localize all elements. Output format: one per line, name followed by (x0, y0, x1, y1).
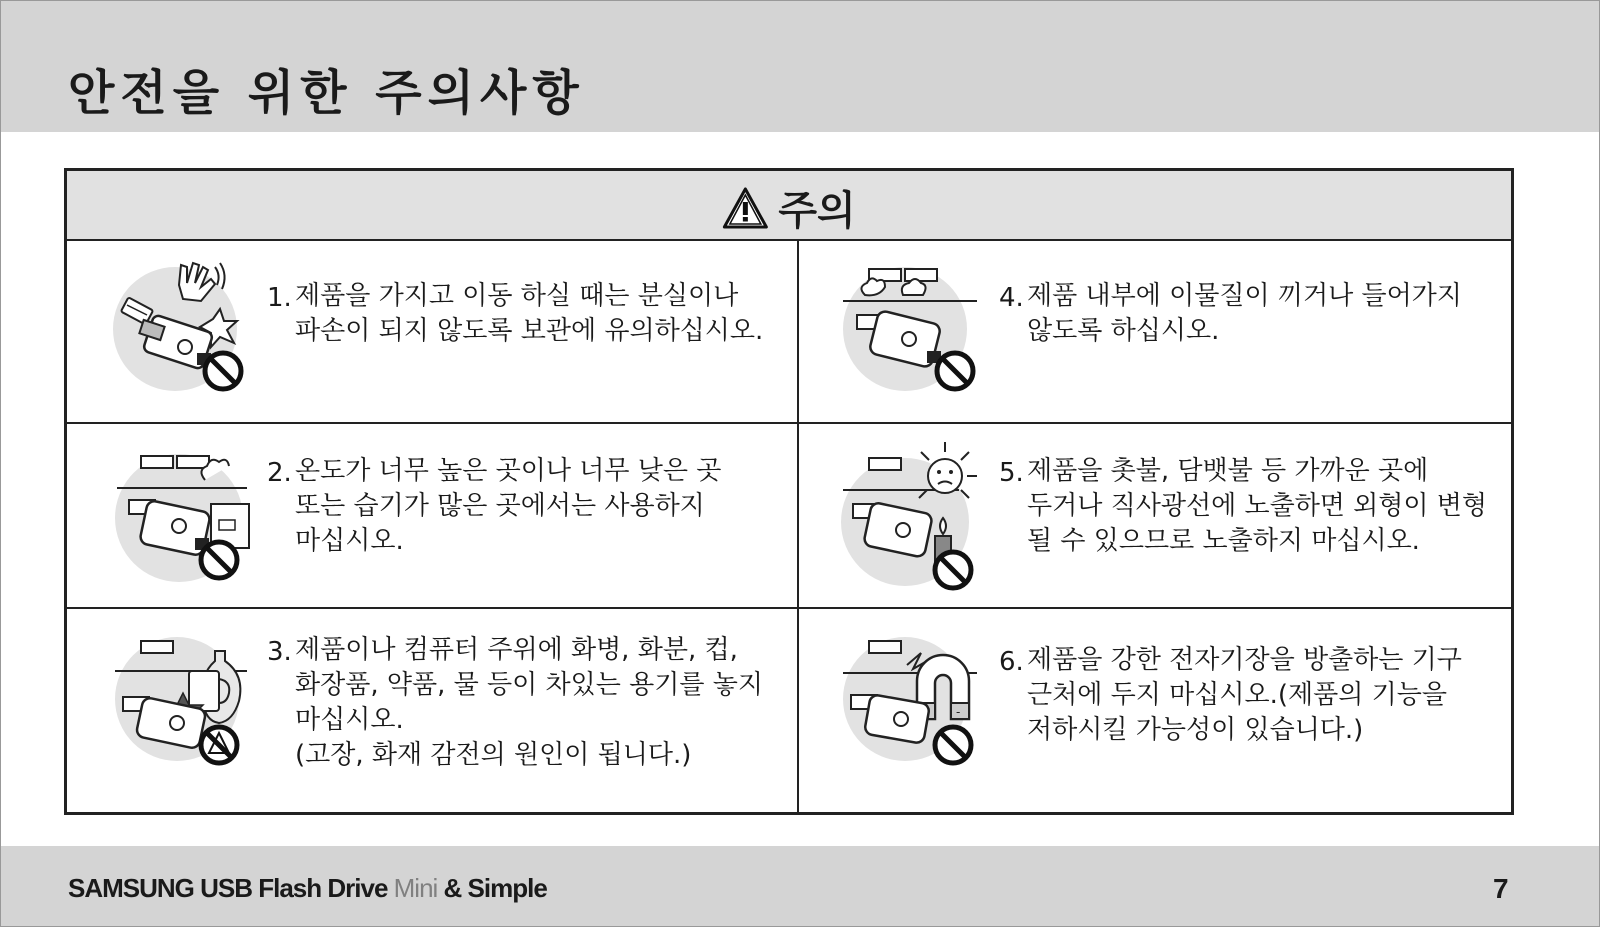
warning-triangle-icon (722, 186, 768, 230)
item-line: 마십시오. (295, 705, 404, 735)
item-number: 5. (999, 458, 1024, 488)
humidity-prohibited-icon (107, 440, 257, 590)
caution-item-4 (799, 243, 1511, 422)
brand-prefix: SAMSUNG USB Flash Drive (68, 873, 394, 903)
item-line: (고장, 화재 감전의 원인이 됩니다.) (295, 740, 692, 770)
page-title: 안전을 위한 주의사항 (68, 65, 585, 121)
item-number: 4. (999, 283, 1024, 313)
item-text (295, 279, 763, 349)
item-line: 제품이나 컴퓨터 주위에 화병, 화분, 컵, (295, 635, 738, 665)
caution-item-5 (799, 424, 1511, 607)
page-number: 7 (1493, 873, 1509, 904)
liquid-prohibited-icon (107, 631, 257, 781)
drop-prohibited-icon (107, 257, 257, 407)
brand-suffix: & Simple (437, 873, 547, 903)
caution-heading (722, 179, 855, 236)
heat-prohibited-icon (839, 436, 989, 596)
item-text (1027, 454, 1487, 559)
magnet-prohibited-icon (839, 633, 989, 783)
item-line: 근처에 두지 마십시오.(제품의 기능을 (1027, 680, 1447, 710)
caution-item-6 (799, 609, 1511, 815)
item-text (295, 454, 721, 559)
caution-label: 주의 (778, 188, 856, 234)
item-line: 또는 습기가 많은 곳에서는 사용하지 (295, 491, 705, 521)
item-line: 온도가 너무 높은 곳이나 너무 낮은 곳 (295, 456, 722, 486)
item-line: 제품을 촛불, 담뱃불 등 가까운 곳에 (1027, 456, 1429, 486)
brand-name (68, 873, 547, 904)
caution-item-2 (67, 424, 797, 607)
item-line: 않도록 하십시오. (1027, 316, 1220, 346)
caution-header (67, 171, 1511, 241)
item-line: 파손이 되지 않도록 보관에 유의하십시오. (295, 316, 764, 346)
item-line: 제품을 가지고 이동 하실 때는 분실이나 (295, 281, 739, 311)
svg-text:-: - (956, 705, 961, 719)
item-line: 저하시킬 가능성이 있습니다.) (1027, 715, 1364, 745)
item-number: 3. (267, 637, 292, 667)
item-text (1027, 643, 1462, 748)
caution-item-3 (67, 609, 797, 815)
item-line: 두거나 직사광선에 노출하면 외형이 변형 (1027, 491, 1488, 521)
item-line: 화장품, 약품, 물 등이 차있는 용기를 놓지 (295, 670, 763, 700)
item-line: 될 수 있으므로 노출하지 마십시오. (1027, 526, 1420, 556)
item-line: 제품 내부에 이물질이 끼거나 들어가지 (1027, 281, 1462, 311)
item-number: 2. (267, 458, 292, 488)
item-number: 1. (267, 283, 292, 313)
item-line: 마십시오. (295, 526, 404, 556)
debris-prohibited-icon (839, 255, 989, 405)
brand-mini: Mini (393, 873, 438, 903)
item-number: 6. (999, 647, 1024, 677)
caution-item-1 (67, 243, 797, 422)
caution-table (64, 168, 1514, 815)
item-text (1027, 279, 1462, 349)
item-text (295, 633, 763, 773)
item-line: 제품을 강한 전자기장을 방출하는 기구 (1027, 645, 1462, 675)
